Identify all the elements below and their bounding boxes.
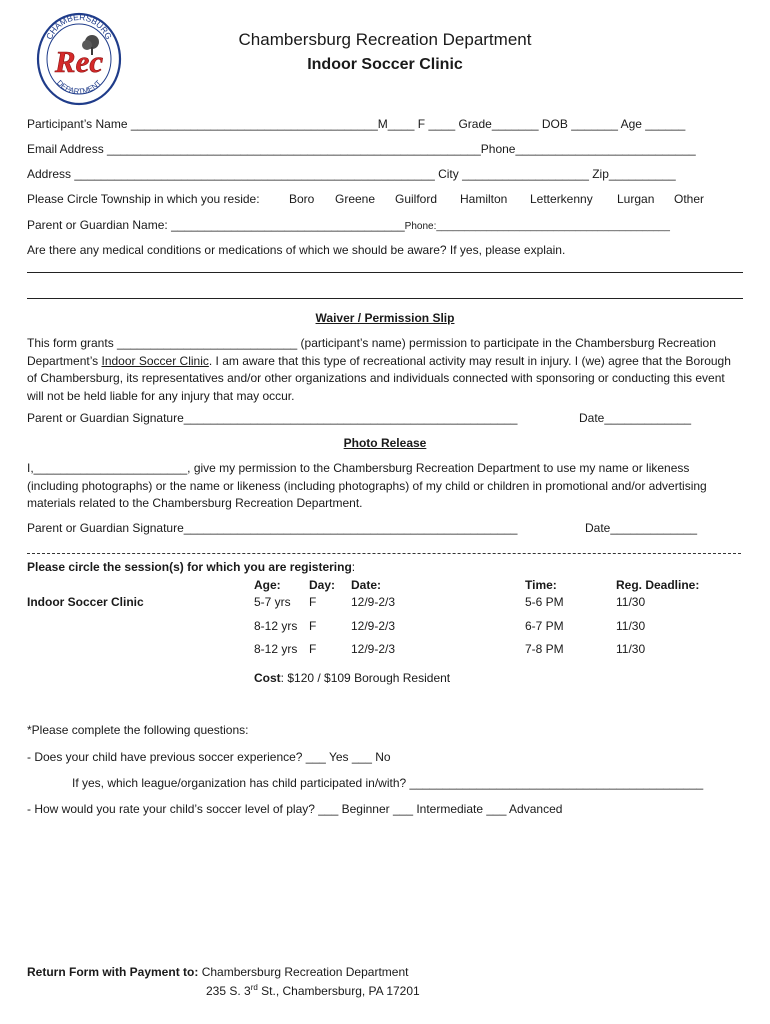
photo-date-field[interactable]: Date_____________ bbox=[585, 521, 698, 535]
photo-signature-field[interactable]: Parent or Guardian Signature__________________________________________________ bbox=[27, 521, 518, 535]
col-deadline-header: Reg. Deadline: bbox=[616, 578, 700, 592]
medical-question: Are there any medical conditions or medications of which we should be aware? If yes, please explain. bbox=[27, 243, 566, 257]
participant-name-field[interactable]: Participant’s Name _____________________________________M____ F ____ Grade_______ DOB _______ Age ______ bbox=[27, 117, 686, 131]
logo-top-text: CHAMBERSBURG bbox=[43, 12, 115, 42]
logo-main-text: Rec bbox=[54, 44, 104, 79]
township-option[interactable]: Greene bbox=[335, 192, 376, 206]
waiver-text: This form grants ___________________________ (participant’s name) permission to participate in the Chambersburg Recreation Department’s Indoor Soccer Clinic. I am aware that this type of recreational activity may result in injury. I (we) agree that the Borough of Chambersburg, its representatives and/or other organizations and individuals connected with sponsoring or conducting this event will not be held liable for any injury that may occur. bbox=[27, 336, 731, 403]
col-date-header: Date: bbox=[351, 578, 382, 592]
waiver-program-name: Indoor Soccer Clinic bbox=[101, 353, 209, 368]
col-age-header: Age: bbox=[254, 578, 281, 592]
waiver-signature-field[interactable]: Parent or Guardian Signature__________________________________________________ bbox=[27, 411, 518, 425]
session-day: F bbox=[309, 642, 317, 656]
address-field[interactable]: Address ______________________________________________________ City ___________________ Zip__________ bbox=[27, 167, 676, 181]
township-option[interactable]: Letterkenny bbox=[530, 192, 593, 206]
email-phone-field[interactable]: Email Address ________________________________________________________Phone___________________________ bbox=[27, 142, 696, 156]
township-option[interactable]: Hamilton bbox=[460, 192, 508, 206]
league-question[interactable]: If yes, which league/organization has child participated in/with? ____________________________________________ bbox=[72, 776, 704, 790]
session-deadline: 11/30 bbox=[616, 619, 646, 633]
session-age: 8-12 yrs bbox=[254, 619, 298, 633]
guardian-phone-field[interactable]: Phone:__________________________________________ bbox=[404, 221, 670, 232]
session-deadline: 11/30 bbox=[616, 595, 646, 609]
cut-line bbox=[27, 553, 741, 554]
col-time-header: Time: bbox=[525, 578, 557, 592]
township-option[interactable]: Lurgan bbox=[617, 192, 655, 206]
questions-intro: *Please complete the following questions: bbox=[27, 723, 249, 737]
session-date: 12/9-2/3 bbox=[351, 642, 396, 656]
waiver-heading: Waiver / Permission Slip bbox=[315, 311, 455, 325]
waiver-date-field[interactable]: Date_____________ bbox=[579, 411, 692, 425]
photo-release-text: I,_______________________, give my permission to the Chambersburg Recreation Department to use my name or likeness (including photographs) or the name or likeness (including photographs) of my child or children in promotional and/or advertising materials related to the Chambersburg Recreation Department. bbox=[27, 461, 707, 510]
guardian-name-label: Parent or Guardian Name: ___________________________________ bbox=[27, 218, 405, 232]
township-option[interactable]: Other bbox=[674, 192, 705, 206]
session-age: 8-12 yrs bbox=[254, 642, 298, 656]
street-address: 235 S. 3rd St., Chambersburg, PA 17201 bbox=[206, 983, 420, 998]
session-date: 12/9-2/3 bbox=[351, 595, 396, 609]
experience-question[interactable]: - Does your child have previous soccer experience? ___ Yes ___ No bbox=[27, 750, 391, 764]
session-date: 12/9-2/3 bbox=[351, 619, 396, 633]
session-day: F bbox=[309, 595, 317, 609]
skill-level-question[interactable]: - How would you rate your child’s soccer level of play? ___ Beginner ___ Intermediate ___ Advanced bbox=[27, 802, 563, 816]
session-time: 6-7 PM bbox=[525, 619, 564, 633]
session-deadline: 11/30 bbox=[616, 642, 646, 656]
org-title: Chambersburg Recreation Department bbox=[238, 30, 532, 49]
township-label: Please Circle Township in which you reside: bbox=[27, 192, 260, 206]
medical-answer-line-1[interactable] bbox=[27, 272, 743, 273]
township-option[interactable]: Boro bbox=[289, 192, 315, 206]
col-day-header: Day: bbox=[309, 578, 336, 592]
session-age: 5-7 yrs bbox=[254, 595, 291, 609]
program-name: Indoor Soccer Clinic bbox=[27, 595, 144, 609]
township-option[interactable]: Guilford bbox=[395, 192, 438, 206]
cost-line: Cost: $120 / $109 Borough Resident bbox=[254, 671, 451, 685]
session-time: 5-6 PM bbox=[525, 595, 564, 609]
session-day: F bbox=[309, 619, 317, 633]
guardian-name-field[interactable] bbox=[27, 218, 670, 232]
sessions-heading: Please circle the session(s) for which you are registering: bbox=[27, 560, 356, 574]
form-title: Indoor Soccer Clinic bbox=[307, 56, 463, 73]
session-time: 7-8 PM bbox=[525, 642, 564, 656]
return-address: Return Form with Payment to: Chambersburg Recreation Department bbox=[27, 965, 409, 979]
medical-answer-line-2[interactable] bbox=[27, 298, 743, 299]
logo-bottom-text: DEPARTMENT bbox=[55, 78, 103, 96]
photo-release-heading: Photo Release bbox=[343, 436, 427, 450]
